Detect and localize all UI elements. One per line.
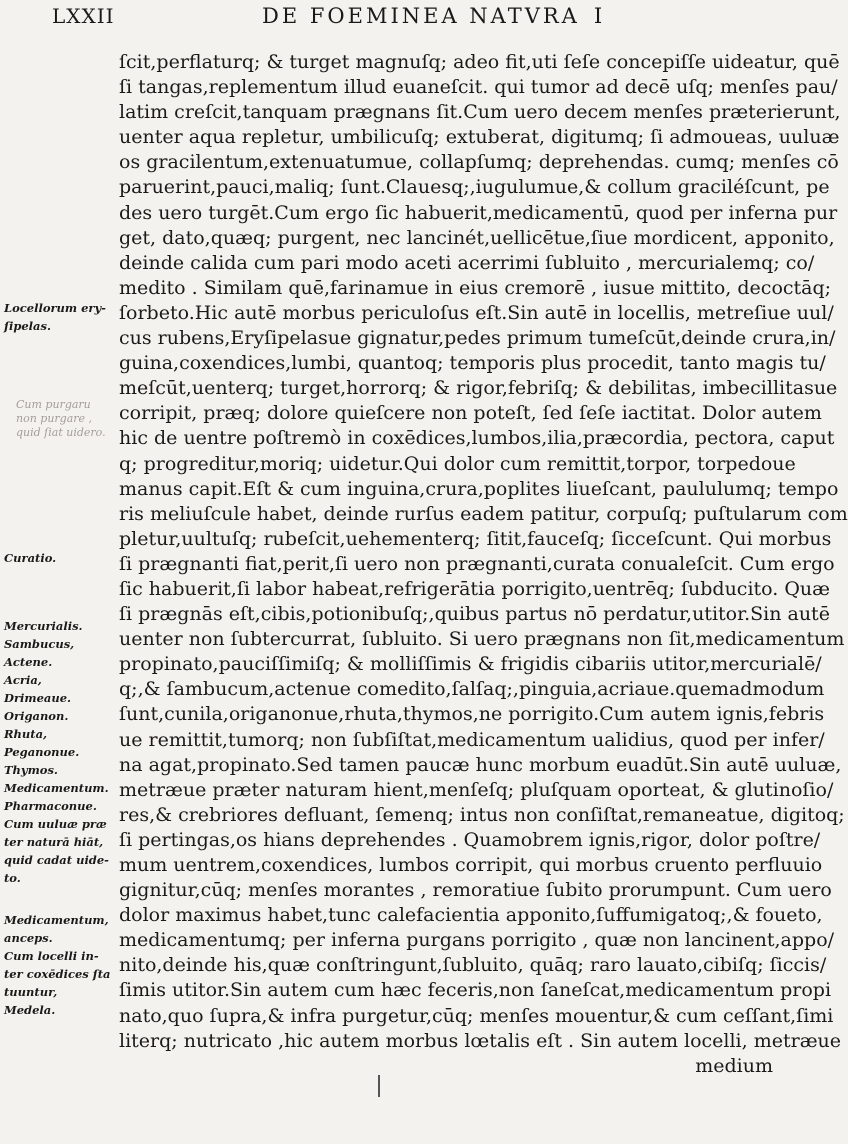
running-title-end-mark: I [593, 4, 606, 28]
text-line: dolor maximus habet,tunc calefacientia apponito,ſuffumigatoq;,& foueto, [119, 904, 823, 927]
text-line: ris meliuſcule habet, deinde rurſus eadem patitur, corpuſq; puſtularum com [119, 502, 848, 525]
text-line: ſi prægnās eſt,cibis,potionibuſq;,quibus partus nō perdatur,utitor.Sin autē [119, 603, 830, 626]
text-line: corripit, præq; dolore quieſcere non poteſt, ſed ſeſe iactitat. Dolor autem [119, 402, 822, 425]
text-line: q; progreditur,moriq; uidetur.Qui dolor cum remittit,torpor, torpedoue [119, 452, 796, 475]
margin-note: Cum locelli in- [4, 949, 99, 963]
text-line: na agat,propinato.Sed tamen paucæ hunc morbum euadūt.Sin autē uuluæ, [119, 753, 842, 776]
bleed-through-text: quid ſiat uidero. [16, 426, 106, 439]
margin-note: Curatio. [4, 551, 57, 565]
text-line: res,& crebriores defluant, ſemenq; intus non conſiſtat,remaneatue, digitoq; [119, 803, 845, 826]
bleed-through-text: non purgare , [16, 412, 93, 425]
running-title [262, 4, 605, 28]
margin-note: tuuntur, [4, 985, 58, 999]
margin-note: Peganonue. [4, 745, 80, 759]
text-line: ſcit,perflaturq; & turget magnuſq; adeo fit,uti ſeſe concepiſſe uideatur, quē [119, 51, 840, 73]
text-line: pletur,uultuſq; rubeſcit,uehementerq; ſitit,fauceſq; ſicceſcunt. Qui morbus [119, 527, 832, 550]
page-header [0, 4, 800, 34]
text-line: ſic habuerit,ſi labor habeat,refrigerātia porrigito,uentrēq; ſubducito. Quæ [119, 577, 831, 600]
running-title-text: DE FOEMINEA NATVRA [262, 4, 580, 28]
margin-note: Cum uuluæ præ [4, 817, 107, 831]
text-line: meſcūt,uenterq; turget,horrorq; & rigor,febriſq; & debilitas, imbecillitasue [119, 377, 838, 400]
text-line: manus capit.Eſt & cum inguina,crura,poplites liueſcant, paululumq; tempo [119, 477, 839, 500]
catchword: medium [695, 1054, 773, 1077]
text-line: metræue præter naturam hient,menſeſq; pluſquam oporteat, & glutinoſio/ [119, 778, 834, 801]
text-line: ſorbeto.Hic autē morbus periculoſus eſt.Sin autē in locellis, metreſiue uul/ [119, 301, 834, 324]
text-line: ſi prægnanti fiat,perit,ſi uero non prægnanti,curata conualeſcit. Cum ergo [119, 552, 835, 575]
text-line: os gracilentum,extenuatumue, collapſumq; deprehendas. cumq; menſes cō [119, 151, 839, 174]
text-line: medicamentumq; per inferna purgans porrigito , quæ non lancinent,appo/ [119, 929, 835, 952]
text-line: ſunt,cunila,origanonue,rhuta,thymos,ne porrigito.Cum autem ignis,febris [119, 703, 825, 726]
margin-note: Rhuta, [4, 727, 48, 741]
text-line: guina,coxendices,lumbi, quantoq; temporis plus procedit, tanto magis tu/ [119, 352, 826, 375]
text-line: medito . Similam quē,farinamue in eius cremorē , iusue mittito, decoctāq; [119, 276, 832, 299]
text-line: ſi pertingas,os hians deprehendes . Quamobrem ignis,rigor, dolor poſtre/ [119, 828, 821, 851]
text-line: cus rubens,Eryſipelasue gignatur,pedes primum tumeſcūt,deinde crura,in/ [119, 327, 836, 350]
text-line: latim creſcit,tanquam prægnans ſit.Cum uero decem menſes præterierunt, [119, 101, 841, 124]
margin-note: Medicamentum. [4, 781, 109, 795]
text-line: deinde calida cum pari modo aceti acerrimi ſubluito , mercurialemq; co/ [119, 251, 815, 274]
bleed-through-text: Cum purgaru [16, 398, 91, 411]
margin-note: Medicamentum, [4, 913, 109, 927]
margin-note: ſipelas. [4, 319, 51, 333]
margin-note: Actene. [4, 655, 53, 669]
margin-note: Origanon. [4, 709, 69, 723]
margin-note: Acria, [4, 673, 42, 687]
margin-note: Sambucus, [4, 637, 75, 651]
text-line: ue remittit,tumorq; non ſubſiſtat,medicamentum ualidius, quod per infer/ [119, 728, 825, 751]
text-line: q;,& ſambucum,actenue comedito,ſalſaq;,pinguia,acriaue.quemadmodum [119, 678, 825, 701]
margin-note: Locellorum ery- [4, 301, 106, 315]
margin-note: anceps. [4, 931, 53, 945]
margin-note: Mercurialis. [4, 619, 83, 633]
text-line: nito,deinde his,quæ conſtringunt,ſubluito, quāq; raro lauato,cibiſq; ſiccis/ [119, 954, 827, 977]
text-line: uenter aqua repletur, umbilicuſq; extuberat, digitumq; ſi admoueas, uuluæ [119, 126, 840, 149]
text-line: ſimis utitor.Sin autem cum hæc feceris,non ſaneſcat,medicamentum propi [119, 979, 832, 1002]
margin-note: to. [4, 871, 21, 885]
text-line: literq; nutricato ,hic autem morbus lœtalis eſt . Sin autem locelli, metræue [119, 1029, 842, 1052]
text-line: get, dato,quæq; purgent, nec lancinét,uellicētue,ſiue mordicent, apponito, [119, 226, 835, 249]
text-line: gignitur,cūq; menſes morantes , remoratiue ſubito prorumpunt. Cum uero [119, 879, 832, 902]
text-line: des uero turgēt.Cum ergo ſic habuerit,medicamentū, quod per inferna pur [119, 201, 838, 224]
text-line: propinato,pauciſſimiſq; & molliſſimis & frigidis cibariis utitor,mercurialē/ [119, 653, 822, 676]
margin-note: Medela. [4, 1003, 56, 1017]
text-line: ſi tangas,replementum illud euaneſcit. qui tumor ad decē uſq; menſes pau/ [119, 76, 838, 99]
margin-note: ter coxēdices ſta [4, 967, 111, 981]
text-line: mum uentrem,coxendices, lumbos corripit, qui morbus cruento perfluuio [119, 854, 823, 876]
text-line: paruerint,pauci,maliq; ſunt.Clauesq;,iugulumue,& collum graciléſcunt, pe [119, 176, 830, 199]
margin-note: quid cadat uide- [4, 853, 109, 867]
margin-note: Pharmaconue. [4, 799, 97, 813]
text-line: nato,quo ſupra,& infra purgetur,cūq; menſes mouentur,& cum ceſſant,ſimi [119, 1004, 834, 1027]
margin-note: Thymos. [4, 763, 58, 777]
margin-note: ter naturā hiāt, [4, 835, 104, 849]
signature-mark [378, 1075, 380, 1097]
main-text-block [119, 50, 848, 1079]
margin-note: Drimeaue. [4, 691, 72, 705]
text-line: hic de uentre poſtremò in coxēdices,lumbos,ilia,præcordia, pectora, caput [119, 427, 835, 450]
folio-number: LXXII [52, 4, 115, 28]
text-line: uenter non ſubtercurrat, ſubluito. Si uero prægnans non ſit,medicamentum [119, 628, 845, 651]
